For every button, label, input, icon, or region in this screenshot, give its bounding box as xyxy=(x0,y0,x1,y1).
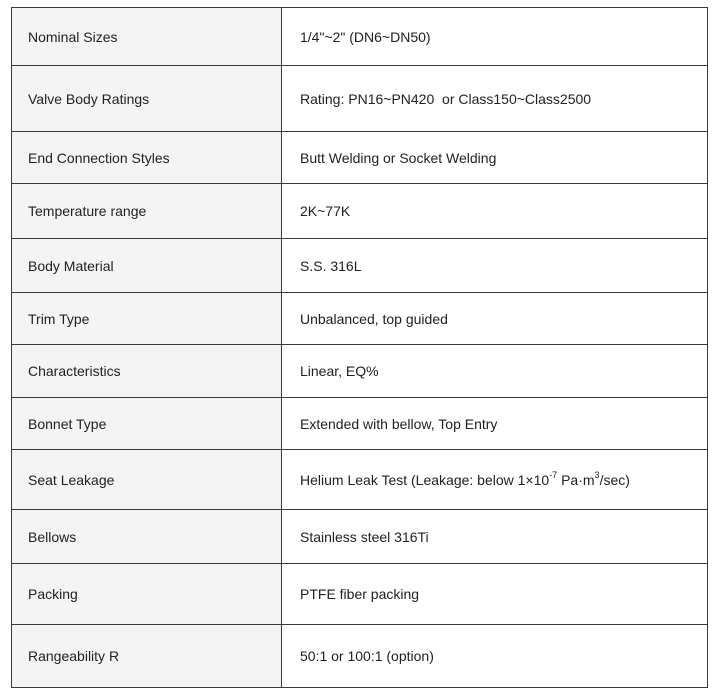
row-label-valve-body-ratings: Valve Body Ratings xyxy=(12,66,282,132)
row-label-end-connection-styles: End Connection Styles xyxy=(12,132,282,184)
table-row xyxy=(12,345,708,398)
table-row xyxy=(12,625,708,688)
row-value-temperature-range: 2K~77K xyxy=(282,184,708,239)
spec-table xyxy=(11,7,708,688)
row-value-bellows: Stainless steel 316Ti xyxy=(282,510,708,564)
table-row xyxy=(12,510,708,564)
table-row xyxy=(12,398,708,450)
seat-leakage-middle: Pa·m xyxy=(557,471,595,488)
row-label-packing: Packing xyxy=(12,564,282,625)
row-label-trim-type: Trim Type xyxy=(12,293,282,345)
row-value-packing: PTFE fiber packing xyxy=(282,564,708,625)
row-label-temperature-range: Temperature range xyxy=(12,184,282,239)
row-label-body-material: Body Material xyxy=(12,239,282,293)
table-row xyxy=(12,293,708,345)
table-row xyxy=(12,239,708,293)
row-value-trim-type: Unbalanced, top guided xyxy=(282,293,708,345)
row-value-characteristics: Linear, EQ% xyxy=(282,345,708,398)
row-value-valve-body-ratings: Rating: PN16~PN420 or Class150~Class2500 xyxy=(282,66,708,132)
table-row xyxy=(12,66,708,132)
row-value-seat-leakage xyxy=(282,450,708,510)
row-value-end-connection-styles: Butt Welding or Socket Welding xyxy=(282,132,708,184)
row-value-bonnet-type: Extended with bellow, Top Entry xyxy=(282,398,708,450)
table-row xyxy=(12,132,708,184)
row-label-seat-leakage: Seat Leakage xyxy=(12,450,282,510)
row-value-nominal-sizes: 1/4"~2" (DN6~DN50) xyxy=(282,8,708,66)
row-label-bellows: Bellows xyxy=(12,510,282,564)
row-label-bonnet-type: Bonnet Type xyxy=(12,398,282,450)
table-row xyxy=(12,8,708,66)
row-label-nominal-sizes: Nominal Sizes xyxy=(12,8,282,66)
row-label-rangeability: Rangeability R xyxy=(12,625,282,688)
row-value-rangeability: 50:1 or 100:1 (option) xyxy=(282,625,708,688)
row-value-body-material: S.S. 316L xyxy=(282,239,708,293)
table-row xyxy=(12,450,708,510)
seat-leakage-exponent-2: 3 xyxy=(594,469,600,480)
seat-leakage-exponent: -7 xyxy=(549,469,558,480)
row-label-characteristics: Characteristics xyxy=(12,345,282,398)
seat-leakage-prefix: Helium Leak Test (Leakage: below 1×10 xyxy=(300,471,550,488)
table-row xyxy=(12,564,708,625)
seat-leakage-suffix: /sec) xyxy=(599,471,630,488)
table-row xyxy=(12,184,708,239)
